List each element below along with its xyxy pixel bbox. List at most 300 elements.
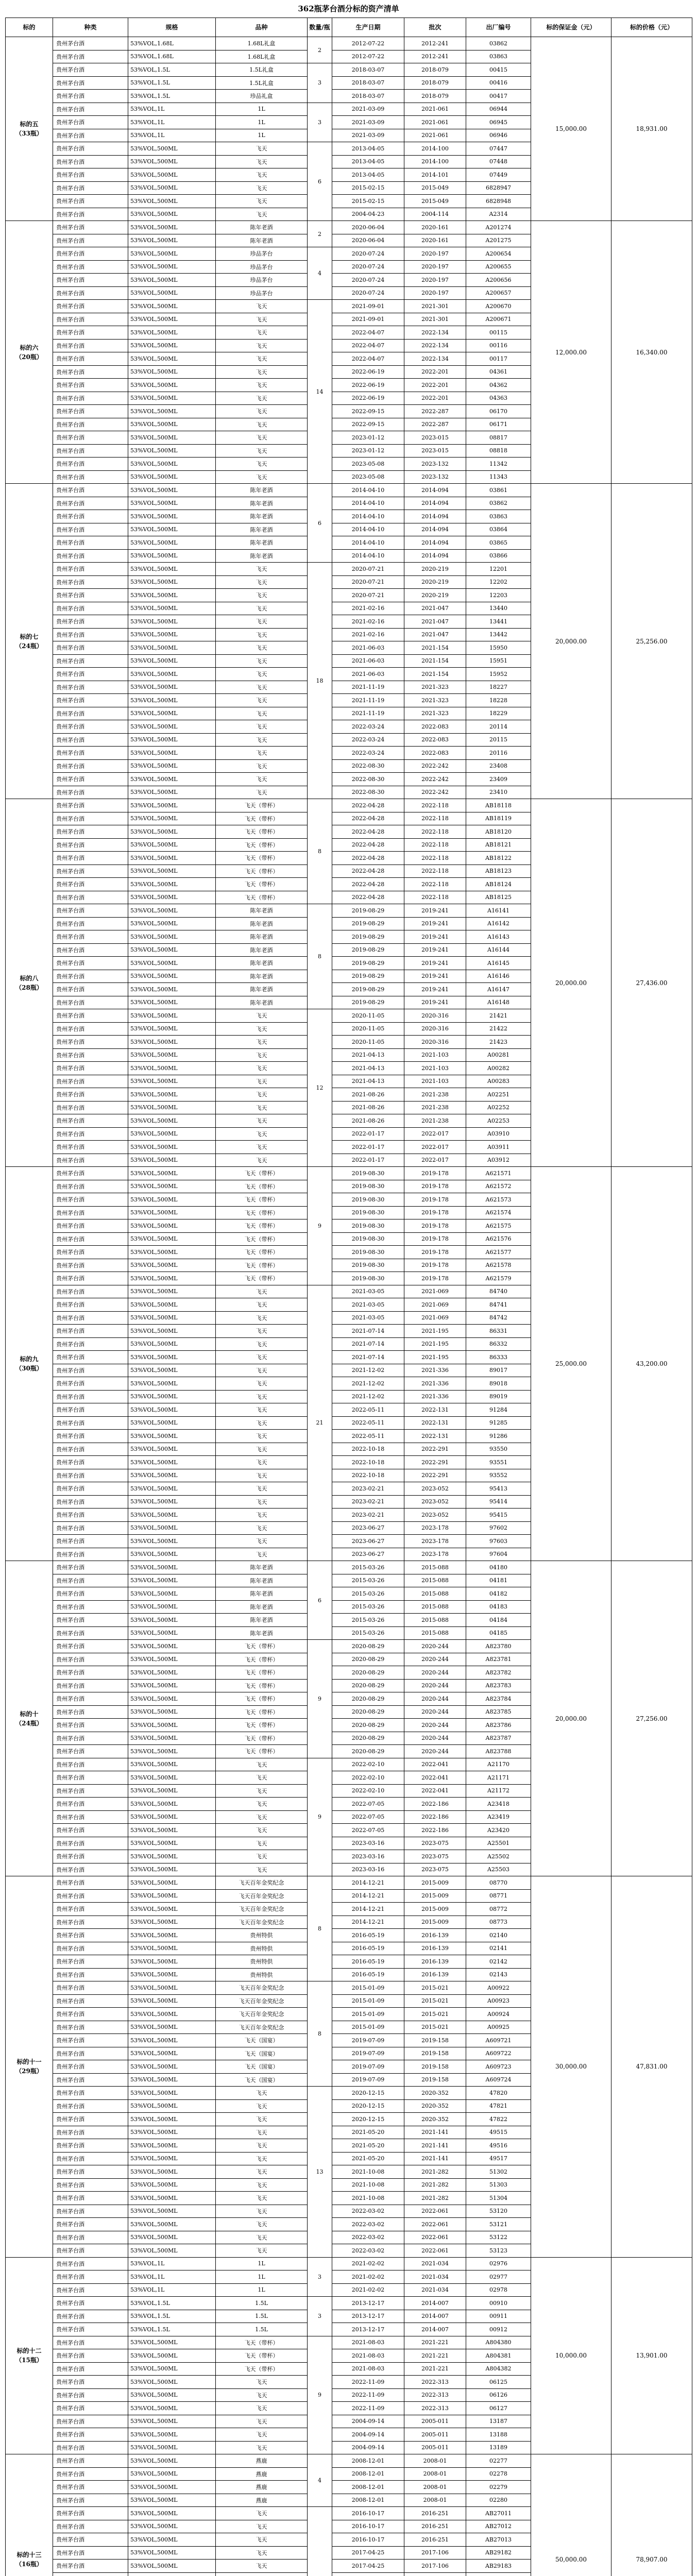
- production-date-cell: 2018-03-07: [332, 63, 404, 77]
- batch-cell: 2018-079: [404, 90, 466, 103]
- variety-cell: 飞天: [216, 457, 308, 471]
- type-cell: 贵州茅台酒: [53, 1456, 128, 1469]
- type-cell: 贵州茅台酒: [53, 1876, 128, 1890]
- serial-cell: 6828947: [466, 181, 531, 195]
- spec-cell: 53%VOL,500ML: [128, 825, 216, 839]
- spec-cell: 53%VOL,500ML: [128, 1075, 216, 1088]
- spec-cell: 53%VOL,500ML: [128, 195, 216, 208]
- type-cell: 贵州茅台酒: [53, 852, 128, 865]
- batch-cell: 2023-075: [404, 1837, 466, 1850]
- variety-cell: 飞天: [216, 759, 308, 773]
- type-cell: 贵州茅台酒: [53, 2520, 128, 2533]
- price-cell: 16,340.00: [611, 221, 692, 484]
- serial-cell: 12203: [466, 589, 531, 602]
- batch-cell: 2020-316: [404, 1036, 466, 1049]
- variety-cell: 飞天: [216, 1048, 308, 1062]
- batch-cell: 2021-069: [404, 1311, 466, 1325]
- batch-cell: 2019-241: [404, 930, 466, 944]
- serial-cell: A25503: [466, 1863, 531, 1876]
- page-title: 362瓶茅台酒分标的资产清单: [298, 4, 399, 13]
- spec-cell: 53%VOL,500ML: [128, 1062, 216, 1075]
- type-cell: 贵州茅台酒: [53, 943, 128, 957]
- variety-cell: [216, 2572, 308, 2576]
- spec-cell: 53%VOL,500ML: [128, 904, 216, 918]
- type-cell: 贵州茅台酒: [53, 2428, 128, 2442]
- batch-cell: 2019-158: [404, 2073, 466, 2087]
- production-date-cell: 2004-09-14: [332, 2415, 404, 2428]
- serial-cell: 00115: [466, 326, 531, 340]
- batch-cell: 2015-088: [404, 1561, 466, 1574]
- type-cell: 贵州茅台酒: [53, 2323, 128, 2336]
- variety-cell: 陈年老酒: [216, 957, 308, 970]
- variety-cell: 飞天: [216, 2231, 308, 2244]
- serial-cell: 13188: [466, 2428, 531, 2442]
- spec-cell: 53%VOL,500ML: [128, 786, 216, 799]
- type-cell: 贵州茅台酒: [53, 668, 128, 681]
- type-cell: 贵州茅台酒: [53, 1955, 128, 1969]
- type-cell: 贵州茅台酒: [53, 983, 128, 996]
- spec-cell: 53%VOL,500ML: [128, 2047, 216, 2060]
- batch-cell: 2021-301: [404, 313, 466, 326]
- production-date-cell: 2019-08-30: [332, 1180, 404, 1193]
- spec-cell: 53%VOL,500ML: [128, 1443, 216, 1456]
- variety-cell: 飞天: [216, 1285, 308, 1298]
- variety-cell: 飞天（带杯）: [216, 1719, 308, 1732]
- spec-cell: 53%VOL,1L: [128, 116, 216, 129]
- batch-cell: 2021-238: [404, 1101, 466, 1114]
- serial-cell: A16148: [466, 996, 531, 1009]
- production-date-cell: 2019-07-09: [332, 2047, 404, 2060]
- production-date-cell: 2020-11-05: [332, 1009, 404, 1023]
- production-date-cell: 2020-07-24: [332, 274, 404, 287]
- batch-cell: 2022-017: [404, 1127, 466, 1141]
- type-cell: 贵州茅台酒: [53, 392, 128, 405]
- production-date-cell: 2022-03-24: [332, 733, 404, 747]
- quantity-cell: 8: [308, 1981, 332, 2087]
- batch-cell: 2022-291: [404, 1443, 466, 1456]
- production-date-cell: 2022-07-05: [332, 1798, 404, 1811]
- spec-cell: 53%VOL,500ML: [128, 2533, 216, 2547]
- spec-cell: 53%VOL,500ML: [128, 470, 216, 484]
- serial-cell: 6828948: [466, 195, 531, 208]
- serial-cell: A823782: [466, 1666, 531, 1680]
- production-date-cell: 2023-03-16: [332, 1850, 404, 1863]
- variety-cell: 飞天: [216, 654, 308, 668]
- batch-cell: 2020-244: [404, 1745, 466, 1758]
- serial-cell: 53122: [466, 2231, 531, 2244]
- batch-cell: 2022-118: [404, 865, 466, 878]
- variety-cell: 飞天: [216, 1403, 308, 1417]
- variety-cell: 飞天（带杯）: [216, 865, 308, 878]
- variety-cell: 飞天（带杯）: [216, 1259, 308, 1272]
- batch-cell: 2020-244: [404, 1692, 466, 1706]
- spec-cell: 53%VOL,500ML: [128, 1022, 216, 1036]
- serial-cell: 04181: [466, 1574, 531, 1587]
- serial-cell: 02142: [466, 1955, 531, 1969]
- quantity-cell: 13: [308, 2087, 332, 2258]
- spec-cell: 53%VOL,500ML: [128, 2231, 216, 2244]
- production-date-cell: 2015-03-26: [332, 1561, 404, 1574]
- batch-cell: 2012-241: [404, 37, 466, 50]
- production-date-cell: 2020-11-05: [332, 1022, 404, 1036]
- type-cell: 贵州茅台酒: [53, 904, 128, 918]
- variety-cell: 飞天: [216, 313, 308, 326]
- batch-cell: 2015-009: [404, 1889, 466, 1903]
- spec-cell: 53%VOL,500ML: [128, 694, 216, 707]
- variety-cell: 陈年老酒: [216, 1614, 308, 1627]
- production-date-cell: 2014-04-10: [332, 497, 404, 510]
- serial-cell: 04362: [466, 379, 531, 392]
- spec-cell: 53%VOL,500ML: [128, 1048, 216, 1062]
- type-cell: 贵州茅台酒: [53, 2060, 128, 2074]
- serial-cell: 93551: [466, 1456, 531, 1469]
- header-production-date: 生产日期: [332, 18, 404, 37]
- type-cell: 贵州茅台酒: [53, 1469, 128, 1482]
- header-serial: 出厂编号: [466, 18, 531, 37]
- variety-cell: 飞天: [216, 1075, 308, 1088]
- deposit-cell: 12,000.00: [531, 221, 611, 484]
- serial-cell: 89018: [466, 1377, 531, 1391]
- serial-cell: A23418: [466, 1798, 531, 1811]
- production-date-cell: 2019-08-29: [332, 917, 404, 930]
- production-date-cell: 2022-01-17: [332, 1141, 404, 1154]
- batch-cell: 2014-094: [404, 536, 466, 550]
- serial-cell: 00911: [466, 2310, 531, 2323]
- variety-cell: 飞天: [216, 2428, 308, 2442]
- variety-cell: 飞天（带杯）: [216, 1219, 308, 1233]
- variety-cell: 飞天: [216, 1377, 308, 1391]
- batch-cell: 2022-313: [404, 2388, 466, 2402]
- variety-cell: 飞天（带杯）: [216, 1640, 308, 1653]
- batch-cell: 2023-132: [404, 457, 466, 471]
- production-date-cell: 2019-08-30: [332, 1259, 404, 1272]
- serial-cell: AB27011: [466, 2507, 531, 2520]
- serial-cell: A823780: [466, 1640, 531, 1653]
- type-cell: 贵州茅台酒: [53, 1587, 128, 1601]
- variety-cell: 飞天: [216, 1311, 308, 1325]
- serial-cell: A16144: [466, 943, 531, 957]
- production-date-cell: 2022-04-28: [332, 812, 404, 825]
- variety-cell: 飞天: [216, 1416, 308, 1430]
- table-row: [6, 37, 692, 50]
- production-date-cell: 2022-10-18: [332, 1456, 404, 1469]
- variety-cell: 飞天: [216, 365, 308, 379]
- deposit-cell: 50,000.00: [531, 2454, 611, 2576]
- batch-cell: 2019-241: [404, 996, 466, 1009]
- type-cell: 贵州茅台酒: [53, 2231, 128, 2244]
- serial-cell: 03865: [466, 536, 531, 550]
- variety-cell: 飞天: [216, 2113, 308, 2126]
- variety-cell: 飞天百年金奖纪念: [216, 1876, 308, 1890]
- production-date-cell: 2020-08-29: [332, 1705, 404, 1719]
- serial-cell: 13442: [466, 628, 531, 641]
- spec-cell: 53%VOL,1L: [128, 2257, 216, 2270]
- deposit-cell: 15,000.00: [531, 37, 611, 221]
- quantity-cell: 4: [308, 247, 332, 300]
- spec-cell: 53%VOL,500ML: [128, 326, 216, 340]
- batch-cell: 2021-103: [404, 1062, 466, 1075]
- production-date-cell: 2022-04-28: [332, 891, 404, 904]
- serial-cell: A23420: [466, 1824, 531, 1837]
- serial-cell: 49515: [466, 2126, 531, 2139]
- serial-cell: AB18125: [466, 891, 531, 904]
- batch-cell: 2021-195: [404, 1325, 466, 1338]
- production-date-cell: 2022-03-02: [332, 2231, 404, 2244]
- spec-cell: 53%VOL,500ML: [128, 1154, 216, 1167]
- production-date-cell: 2008-12-01: [332, 2494, 404, 2507]
- spec-cell: 53%VOL,500ML: [128, 392, 216, 405]
- spec-cell: 53%VOL,500ML: [128, 1837, 216, 1850]
- batch-cell: 2023-015: [404, 431, 466, 445]
- spec-cell: 53%VOL,1L: [128, 2283, 216, 2297]
- type-cell: 贵州茅台酒: [53, 1903, 128, 1916]
- table-row: [6, 799, 692, 812]
- variety-cell: 飞天（国宴）: [216, 2047, 308, 2060]
- quantity-cell: 8: [308, 799, 332, 904]
- type-cell: 贵州茅台酒: [53, 1916, 128, 1929]
- serial-cell: 02277: [466, 2454, 531, 2468]
- deposit-cell: 20,000.00: [531, 1561, 611, 1876]
- batch-cell: 2015-088: [404, 1626, 466, 1640]
- batch-cell: 2021-034: [404, 2270, 466, 2284]
- variety-cell: 陈年老酒: [216, 484, 308, 497]
- type-cell: 贵州茅台酒: [53, 1679, 128, 1692]
- spec-cell: 53%VOL,500ML: [128, 1955, 216, 1969]
- spec-cell: 53%VOL,500ML: [128, 2467, 216, 2481]
- production-date-cell: 2022-05-11: [332, 1416, 404, 1430]
- variety-cell: 飞天（带杯）: [216, 838, 308, 852]
- batch-cell: 2021-061: [404, 103, 466, 116]
- batch-cell: 2008-01: [404, 2467, 466, 2481]
- serial-cell: 03863: [466, 510, 531, 523]
- batch-cell: 2015-049: [404, 181, 466, 195]
- type-cell: 贵州茅台酒: [53, 970, 128, 983]
- type-cell: 贵州茅台酒: [53, 379, 128, 392]
- header-type: 种类: [53, 18, 128, 37]
- serial-cell: 91286: [466, 1430, 531, 1443]
- production-date-cell: 2022-03-24: [332, 747, 404, 760]
- production-date-cell: 2022-09-15: [332, 405, 404, 418]
- type-cell: 贵州茅台酒: [53, 76, 128, 90]
- spec-cell: 53%VOL,500ML: [128, 852, 216, 865]
- spec-cell: 53%VOL,500ML: [128, 247, 216, 261]
- production-date-cell: 2022-07-05: [332, 1810, 404, 1824]
- serial-cell: AB18121: [466, 838, 531, 852]
- spec-cell: 53%VOL,500ML: [128, 2113, 216, 2126]
- production-date-cell: 2022-03-24: [332, 720, 404, 734]
- serial-cell: A21171: [466, 1771, 531, 1785]
- type-cell: 贵州茅台酒: [53, 1403, 128, 1417]
- type-cell: 贵州茅台酒: [53, 195, 128, 208]
- batch-cell: 2022-041: [404, 1758, 466, 1771]
- quantity-cell: 3: [308, 103, 332, 142]
- batch-cell: 2014-094: [404, 497, 466, 510]
- spec-cell: 53%VOL,500ML: [128, 155, 216, 168]
- production-date-cell: 2021-05-20: [332, 2152, 404, 2165]
- serial-cell: [466, 2572, 531, 2576]
- type-cell: 贵州茅台酒: [53, 1600, 128, 1614]
- production-date-cell: 2021-03-05: [332, 1285, 404, 1298]
- production-date-cell: 2022-09-15: [332, 418, 404, 431]
- quantity-cell: 2: [308, 37, 332, 63]
- lot-name-cell: 标的八 （28瓶）: [6, 799, 53, 1167]
- type-cell: 贵州茅台酒: [53, 1863, 128, 1876]
- serial-cell: A823784: [466, 1692, 531, 1706]
- type-cell: 贵州茅台酒: [53, 720, 128, 734]
- production-date-cell: 2022-05-11: [332, 1403, 404, 1417]
- production-date-cell: 2020-08-29: [332, 1719, 404, 1732]
- batch-cell: 2022-118: [404, 812, 466, 825]
- batch-cell: 2023-015: [404, 444, 466, 457]
- type-cell: 贵州茅台酒: [53, 1784, 128, 1798]
- production-date-cell: 2013-12-17: [332, 2297, 404, 2310]
- type-cell: 贵州茅台酒: [53, 155, 128, 168]
- batch-cell: 2022-134: [404, 339, 466, 352]
- batch-cell: 2021-221: [404, 2349, 466, 2363]
- batch-cell: 2022-118: [404, 891, 466, 904]
- batch-cell: 2014-007: [404, 2297, 466, 2310]
- spec-cell: 53%VOL,1.5L: [128, 76, 216, 90]
- spec-cell: 53%VOL,500ML: [128, 1430, 216, 1443]
- batch-cell: 2015-049: [404, 195, 466, 208]
- price-cell: 27,256.00: [611, 1561, 692, 1876]
- variety-cell: 1.68L礼盒: [216, 37, 308, 50]
- production-date-cell: 2021-07-14: [332, 1337, 404, 1351]
- production-date-cell: 2021-08-26: [332, 1114, 404, 1128]
- serial-cell: A804381: [466, 2349, 531, 2363]
- type-cell: 贵州茅台酒: [53, 1981, 128, 1995]
- spec-cell: 53%VOL,500ML: [128, 1771, 216, 1785]
- type-cell: 贵州茅台酒: [53, 891, 128, 904]
- spec-cell: 53%VOL,500ML: [128, 1810, 216, 1824]
- batch-cell: 2019-178: [404, 1272, 466, 1285]
- type-cell: 贵州茅台酒: [53, 1889, 128, 1903]
- production-date-cell: 2021-02-16: [332, 615, 404, 629]
- spec-cell: 53%VOL,500ML: [128, 1692, 216, 1706]
- serial-cell: A609723: [466, 2060, 531, 2074]
- type-cell: 贵州茅台酒: [53, 142, 128, 156]
- spec-cell: 53%VOL,500ML: [128, 2126, 216, 2139]
- type-cell: 贵州茅台酒: [53, 654, 128, 668]
- table-row: [6, 2257, 692, 2270]
- type-cell: 贵州茅台酒: [53, 1075, 128, 1088]
- serial-cell: A804382: [466, 2362, 531, 2376]
- spec-cell: 53%VOL,500ML: [128, 1666, 216, 1680]
- serial-cell: 02278: [466, 2467, 531, 2481]
- production-date-cell: 2020-07-21: [332, 575, 404, 589]
- production-date-cell: 2023-03-16: [332, 1837, 404, 1850]
- type-cell: 贵州茅台酒: [53, 103, 128, 116]
- type-cell: 贵州茅台酒: [53, 825, 128, 839]
- type-cell: 贵州茅台酒: [53, 1692, 128, 1706]
- production-date-cell: 2019-08-30: [332, 1272, 404, 1285]
- spec-cell: 53%VOL,500ML: [128, 549, 216, 563]
- serial-cell: 15951: [466, 654, 531, 668]
- batch-cell: 2023-178: [404, 1535, 466, 1548]
- variety-cell: 飞天: [216, 628, 308, 641]
- type-cell: 贵州茅台酒: [53, 1810, 128, 1824]
- production-date-cell: 2021-12-02: [332, 1377, 404, 1391]
- variety-cell: 飞天（带杯）: [216, 1732, 308, 1745]
- variety-cell: 飞天（带杯）: [216, 799, 308, 812]
- variety-cell: 飞天: [216, 1837, 308, 1850]
- production-date-cell: 2020-08-29: [332, 1640, 404, 1653]
- batch-cell: 2021-336: [404, 1377, 466, 1391]
- batch-cell: 2015-009: [404, 1903, 466, 1916]
- serial-cell: 93550: [466, 1443, 531, 1456]
- spec-cell: 53%VOL,500ML: [128, 2546, 216, 2560]
- lot-name-cell: 标的十三 （16瓶）: [6, 2454, 53, 2576]
- serial-cell: 06170: [466, 405, 531, 418]
- batch-cell: 2019-158: [404, 2060, 466, 2074]
- batch-cell: 2005-011: [404, 2428, 466, 2442]
- spec-cell: 53%VOL,500ML: [128, 1180, 216, 1193]
- variety-cell: 陈年老酒: [216, 549, 308, 563]
- serial-cell: A00283: [466, 1075, 531, 1088]
- price-cell: 43,200.00: [611, 1167, 692, 1561]
- quantity-cell: 8: [308, 904, 332, 1009]
- batch-cell: 2015-088: [404, 1614, 466, 1627]
- production-date-cell: 2022-11-09: [332, 2388, 404, 2402]
- spec-cell: 53%VOL,500ML: [128, 1653, 216, 1666]
- spec-cell: 53%VOL,500ML: [128, 1127, 216, 1141]
- production-date-cell: 2022-02-10: [332, 1758, 404, 1771]
- spec-cell: 53%VOL,500ML: [128, 733, 216, 747]
- production-date-cell: 2021-08-03: [332, 2349, 404, 2363]
- type-cell: 贵州茅台酒: [53, 1574, 128, 1587]
- batch-cell: 2022-118: [404, 825, 466, 839]
- batch-cell: 2021-103: [404, 1075, 466, 1088]
- spec-cell: 53%VOL,500ML: [128, 1889, 216, 1903]
- spec-cell: 53%VOL,500ML: [128, 1088, 216, 1101]
- header-variety: 品种: [216, 18, 308, 37]
- type-cell: 贵州茅台酒: [53, 1929, 128, 1942]
- serial-cell: 08773: [466, 1916, 531, 1929]
- serial-cell: 03862: [466, 497, 531, 510]
- serial-cell: 03866: [466, 549, 531, 563]
- batch-cell: 2022-287: [404, 405, 466, 418]
- production-date-cell: 2014-04-10: [332, 484, 404, 497]
- variety-cell: 陈年老酒: [216, 930, 308, 944]
- batch-cell: 2020-244: [404, 1640, 466, 1653]
- batch-cell: 2021-154: [404, 641, 466, 655]
- type-cell: 贵州茅台酒: [53, 286, 128, 300]
- variety-cell: 飞天: [216, 2376, 308, 2389]
- variety-cell: 飞天: [216, 339, 308, 352]
- serial-cell: 06171: [466, 418, 531, 431]
- spec-cell: 53%VOL,500ML: [128, 1942, 216, 1955]
- serial-cell: A00923: [466, 1994, 531, 2008]
- variety-cell: 飞天: [216, 2520, 308, 2533]
- batch-cell: 2022-118: [404, 838, 466, 852]
- production-date-cell: 2020-07-24: [332, 260, 404, 274]
- spec-cell: 53%VOL,500ML: [128, 2494, 216, 2507]
- serial-cell: A823785: [466, 1705, 531, 1719]
- variety-cell: 飞天百年金奖纪念: [216, 1994, 308, 2008]
- production-date-cell: 2020-07-21: [332, 589, 404, 602]
- type-cell: 贵州茅台酒: [53, 352, 128, 366]
- spec-cell: 53%VOL,500ML: [128, 1390, 216, 1403]
- serial-cell: 47820: [466, 2087, 531, 2100]
- batch-cell: 2016-139: [404, 1942, 466, 1955]
- spec-cell: 53%VOL,500ML: [128, 1377, 216, 1391]
- production-date-cell: 2015-03-26: [332, 1626, 404, 1640]
- variety-cell: 飞天: [216, 326, 308, 340]
- batch-cell: 2014-094: [404, 549, 466, 563]
- serial-cell: 20114: [466, 720, 531, 734]
- production-date-cell: 2022-04-28: [332, 878, 404, 891]
- serial-cell: AB18122: [466, 852, 531, 865]
